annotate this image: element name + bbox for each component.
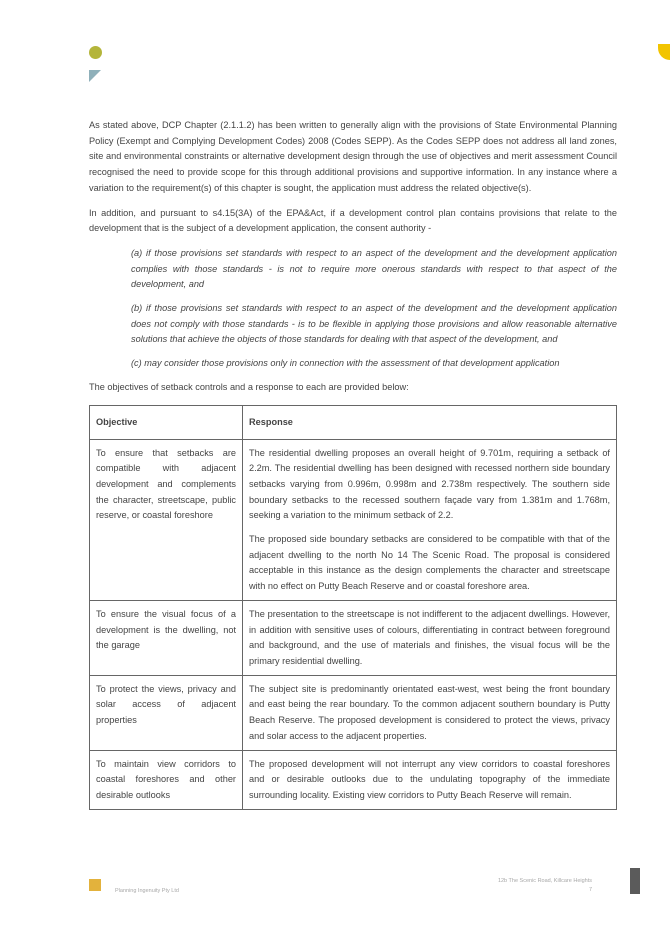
table-intro: The objectives of setback controls and a response to each are provided below: — [89, 381, 409, 392]
response-paragraph: The subject site is predominantly orientated east-west, west being the front boundary and east being the rear boundary. To the common adjacent southern boundary is Putty Beach Reserve. The proposed development is considered to protect the views, privacy and solar access to the adjacent properties. — [249, 683, 610, 741]
setback-objectives-table — [89, 405, 617, 810]
table-row — [90, 675, 617, 750]
objective-cell: To maintain view corridors to coastal foreshores and other desirable outlooks — [90, 750, 243, 809]
objective-cell: To ensure the visual focus of a development is the dwelling, not the garage — [90, 600, 243, 675]
response-paragraph: The proposed development will not interrupt any view corridors to coastal foreshores and or desirable outlooks due to the undulating topography of the immediate surrounding locality. Existing view corridors to Putty Beach Reserve will remain. — [249, 758, 610, 800]
table-row — [90, 439, 617, 600]
provision-c: (c) may consider those provisions only in connection with the assessment of that development application — [131, 358, 560, 369]
objective-cell: To ensure that setbacks are compatible with adjacent development and complements the character, streetscape, public reserve, or coastal foreshore — [90, 439, 243, 600]
response-paragraph: The proposed side boundary setbacks are considered to be compatible with that of the adjacent dwelling to the north No 14 The Scenic Road. The proposal is considered acceptable in this instance as the design complements the character and streetscape with no effect on Putty Beach Reserve and or coastal foreshore area. — [249, 534, 610, 592]
logo-triangle-icon — [89, 70, 101, 82]
logo-dot-icon — [89, 46, 102, 59]
footer-company: Planning Ingenuity Pty Ltd — [115, 888, 179, 894]
table-header-row — [90, 405, 617, 439]
response-cell — [243, 439, 617, 600]
table-row — [90, 600, 617, 675]
page-number: 7 — [588, 887, 592, 893]
provision-b: (b) if those provisions set standards with respect to an aspect of the development and the development application does not comply with those standards - is to be flexible in applying those provisions and allow reasonable alternative solutions that achieve the objects of those standards for dealing with that aspect of the development, and — [131, 303, 617, 345]
intro-paragraph: As stated above, DCP Chapter (2.1.1.2) has been written to generally align with the provisions of State Environmental Planning Policy (Exempt and Complying Development Codes) 2008 (Codes SEPP). As the Codes SEPP does not address all land zones, site and environmental constraints or alternative development design through the use of objectives and merit assessment Council recognised the need to provide scope for this through additional provisions and supportive information. In any instance where a variation to the requirement(s) of this chapter is sought, the application must address the related objective(s). — [89, 120, 617, 193]
response-cell — [243, 675, 617, 750]
footer-bar-icon — [630, 868, 640, 894]
objective-cell: To protect the views, privacy and solar access of adjacent properties — [90, 675, 243, 750]
footer-logo-icon — [89, 879, 101, 891]
header-response: Response — [243, 405, 617, 439]
response-paragraph: The presentation to the streetscape is not indifferent to the adjacent dwellings. However, in addition with sensitive uses of colours, differentiating in contract between foreground and background, and the use of materials and finishes, the visual focus will be the primary residential dwelling. — [249, 608, 610, 666]
pursuant-paragraph: In addition, and pursuant to s4.15(3A) of the EPA&Act, if a development control plan contains provisions that relate to the development that is the subject of a development application, the consent authority - — [89, 207, 617, 234]
corner-mark-icon — [658, 44, 670, 60]
response-paragraph: The residential dwelling proposes an overall height of 9.701m, requiring a setback of 2.2m. The residential dwelling has been designed with recessed northern side boundary setbacks varying from 0.996m, 0.998m and 2.738m respectively. The southern side boundary setbacks to the recessed southern façade vary from 1.381m and 1.768m, seeking a variation to the minimum setback of 2.2. — [249, 447, 610, 521]
response-cell — [243, 600, 617, 675]
document-body — [89, 118, 617, 810]
provision-a: (a) if those provisions set standards with respect to an aspect of the development and the development application complies with those standards - is not to require more onerous standards with respect to that aspect of the development, and — [131, 247, 617, 290]
header-objective: Objective — [90, 405, 243, 439]
table-row — [90, 750, 617, 809]
response-cell — [243, 750, 617, 809]
footer-address: 12b The Scenic Road, Killcare Heights — [497, 878, 592, 884]
